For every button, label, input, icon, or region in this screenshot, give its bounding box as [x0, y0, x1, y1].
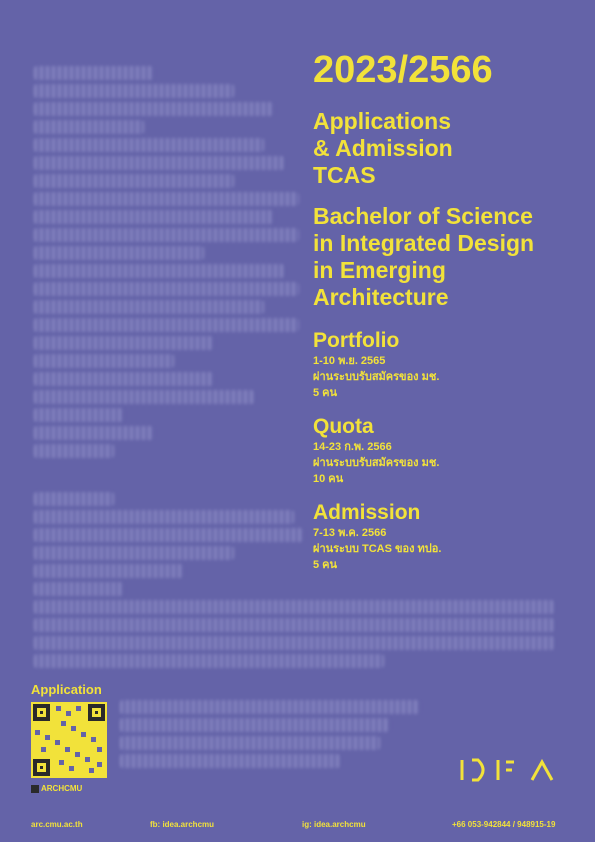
section-quota: 10 คน — [313, 473, 344, 485]
section-date: 7-13 พ.ค. 2566 — [313, 527, 387, 539]
program-line: in Emerging — [313, 257, 446, 283]
application-qr-code[interactable] — [31, 702, 107, 778]
poster-text-column — [313, 48, 583, 587]
footer-phone: +66 053-942844 / 948915-19 — [452, 820, 556, 829]
section-channel: ผ่านระบบรับสมัครของ มช. — [313, 457, 440, 469]
section-portfolio — [313, 329, 583, 401]
admission-heading — [313, 108, 583, 189]
heading-line: Applications — [313, 108, 452, 134]
section-title: Quota — [313, 415, 374, 438]
section-quota: 5 คน — [313, 559, 338, 571]
qr-finder-icon — [33, 704, 50, 721]
heading-line: & Admission — [313, 135, 453, 161]
section-title: Admission — [313, 501, 421, 524]
idea-logo — [458, 752, 554, 788]
year-title: 2023/2566 — [313, 49, 493, 91]
archcmu-logo: ARCHCMU — [31, 784, 82, 793]
section-channel: ผ่านระบบรับสมัครของ มช. — [313, 371, 440, 383]
section-date: 1-10 พ.ย. 2565 — [313, 355, 386, 367]
footer-instagram[interactable]: ig: idea.archcmu — [302, 820, 366, 829]
section-date: 14-23 ก.พ. 2566 — [313, 441, 392, 453]
program-title — [313, 203, 583, 311]
section-quota — [313, 415, 583, 487]
section-quota: 5 คน — [313, 387, 338, 399]
program-line: Bachelor of Science — [313, 203, 533, 229]
heading-line: TCAS — [313, 162, 376, 188]
section-admission — [313, 501, 583, 573]
qr-finder-icon — [88, 704, 105, 721]
section-channel: ผ่านระบบ TCAS ของ ทปอ. — [313, 543, 442, 555]
footer-facebook[interactable]: fb: idea.archcmu — [150, 820, 215, 829]
footer-website[interactable]: arc.cmu.ac.th — [31, 820, 83, 829]
archcmu-mark-icon — [31, 785, 39, 793]
program-line: Architecture — [313, 284, 449, 310]
section-title: Portfolio — [313, 329, 400, 352]
application-label: Application — [31, 682, 102, 697]
qr-finder-icon — [33, 759, 50, 776]
program-line: in Integrated Design — [313, 230, 535, 256]
